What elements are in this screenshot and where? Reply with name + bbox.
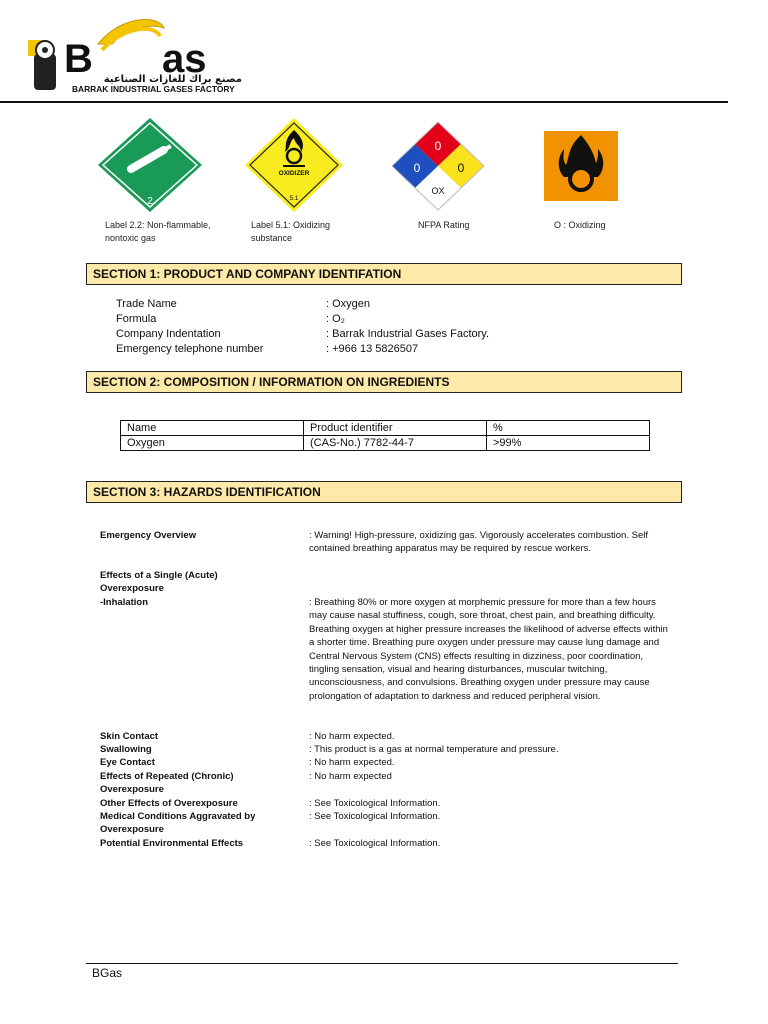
ingredients-table xyxy=(120,420,650,451)
table-row xyxy=(121,436,650,451)
nfpa-health: 0 xyxy=(413,161,421,175)
section-3-header: SECTION 3: HAZARDS IDENTIFICATION xyxy=(86,481,682,503)
eye-contact-label: Eye Contact xyxy=(100,757,155,768)
oxidizer-diamond xyxy=(243,118,345,212)
header-divider xyxy=(0,101,728,103)
skin-contact-label: Skin Contact xyxy=(100,731,159,742)
emergency-overview-value: : Warning! High-pressure, oxidizing gas. Vigorously accelerates combustion. Self contained breathing apparatus may be required by rescue workers. xyxy=(309,530,648,555)
swallowing-value: : This product is a gas at normal temperature and pressure. xyxy=(309,744,559,755)
table-cell-identifier: (CAS-No.) 7782-44-7 xyxy=(304,436,487,451)
emergency-overview-label: Emergency Overview xyxy=(100,530,197,541)
logo-english-name: BARRAK INDUSTRIAL GASES FACTORY xyxy=(72,84,235,94)
acute-effects-label: Effects of a Single (Acute) xyxy=(100,570,218,581)
class-number-5-1: 5.1 xyxy=(289,195,299,202)
emergency-phone-value: : +966 13 5826507 xyxy=(326,343,419,355)
inhalation-label: -Inhalation xyxy=(100,597,149,608)
chronic-effects-label: Effects of Repeated (Chronic) xyxy=(100,771,234,782)
oxidizing-pictogram xyxy=(544,131,618,201)
company-label: Company Indentation xyxy=(116,328,221,340)
company-logo xyxy=(28,10,258,96)
environmental-effects-value: : See Toxicological Information. xyxy=(309,838,441,849)
inhalation-value: : Breathing 80% or more oxygen at morphemic pressure for more than a few hours may cause nasal stuffiness, cough, sore throat, chest pain, and breathing difficulty. Breathing oxygen at higher pressure increases the likelihood of adverse effects within a shorter time. Breathing pure oxygen under pressure may cause lung damage and Central Nervous System (CNS) effects resulting in dizziness, poor coordination, tingling sensation, visual and hearing disturbances, muscular twitching, unconsciousness, and convulsions. Breathing oxygen under pressure may cause prolongation of adaptation to darkness and reduced peripheral vision. xyxy=(309,597,668,702)
other-effects-value: : See Toxicological Information. xyxy=(309,798,441,809)
section-1-header: SECTION 1: PRODUCT AND COMPANY IDENTIFATION xyxy=(86,263,682,285)
table-cell-name: Oxygen xyxy=(121,436,304,451)
nfpa-diamond xyxy=(390,120,486,212)
non-flammable-gas-diamond xyxy=(96,118,204,212)
section-2-header: SECTION 2: COMPOSITION / INFORMATION ON INGREDIENTS xyxy=(86,371,682,393)
svg-text:B: B xyxy=(64,37,93,81)
chronic-overexposure-label: Overexposure xyxy=(100,784,164,795)
table-header-name: Name xyxy=(121,421,304,436)
eye-contact-value: : No harm expected. xyxy=(309,757,395,768)
table-header-identifier: Product identifier xyxy=(304,421,487,436)
trade-name-value: : Oxygen xyxy=(326,298,371,310)
company-value: : Barrak Industrial Gases Factory. xyxy=(326,328,490,340)
nfpa-instability: 0 xyxy=(457,161,465,175)
nfpa-flammability: 0 xyxy=(434,139,442,153)
table-cell-percent: >99% xyxy=(487,436,650,451)
acute-overexposure-label: Overexposure xyxy=(100,583,164,594)
footer-divider xyxy=(86,963,678,964)
skin-contact-value: : No harm expected. xyxy=(309,731,395,742)
caption-label-2-2: Label 2.2: Non-flammable, nontoxic gas xyxy=(105,220,211,243)
table-header-row xyxy=(121,421,650,436)
formula-value: : O₂ xyxy=(326,313,345,325)
trade-name-label: Trade Name xyxy=(116,298,177,310)
chronic-effects-value: : No harm expected xyxy=(309,771,392,782)
caption-oxidizing: O : Oxidizing xyxy=(554,220,606,230)
swallowing-label: Swallowing xyxy=(100,744,152,755)
formula-label: Formula xyxy=(116,313,157,325)
table-header-percent: % xyxy=(487,421,650,436)
svg-text:as: as xyxy=(162,37,207,81)
medical-conditions-label: Medical Conditions Aggravated by xyxy=(100,811,256,822)
logo-arabic-name: مصنع براك للغازات الصناعية xyxy=(103,74,242,85)
footer-brand: BGas xyxy=(92,966,123,980)
medical-conditions-value: : See Toxicological Information. xyxy=(309,811,441,822)
caption-label-5-1: Label 5.1: Oxidizing substance xyxy=(251,220,331,243)
oxidizer-text: OXIDIZER xyxy=(278,170,310,177)
medical-overexposure-label: Overexposure xyxy=(100,824,164,835)
environmental-effects-label: Potential Environmental Effects xyxy=(100,838,244,849)
emergency-phone-label: Emergency telephone number xyxy=(116,343,264,355)
nfpa-special: OX xyxy=(431,186,445,196)
caption-nfpa-rating: NFPA Rating xyxy=(418,220,470,230)
class-number-2: 2 xyxy=(147,196,153,207)
other-effects-label: Other Effects of Overexposure xyxy=(100,798,238,809)
